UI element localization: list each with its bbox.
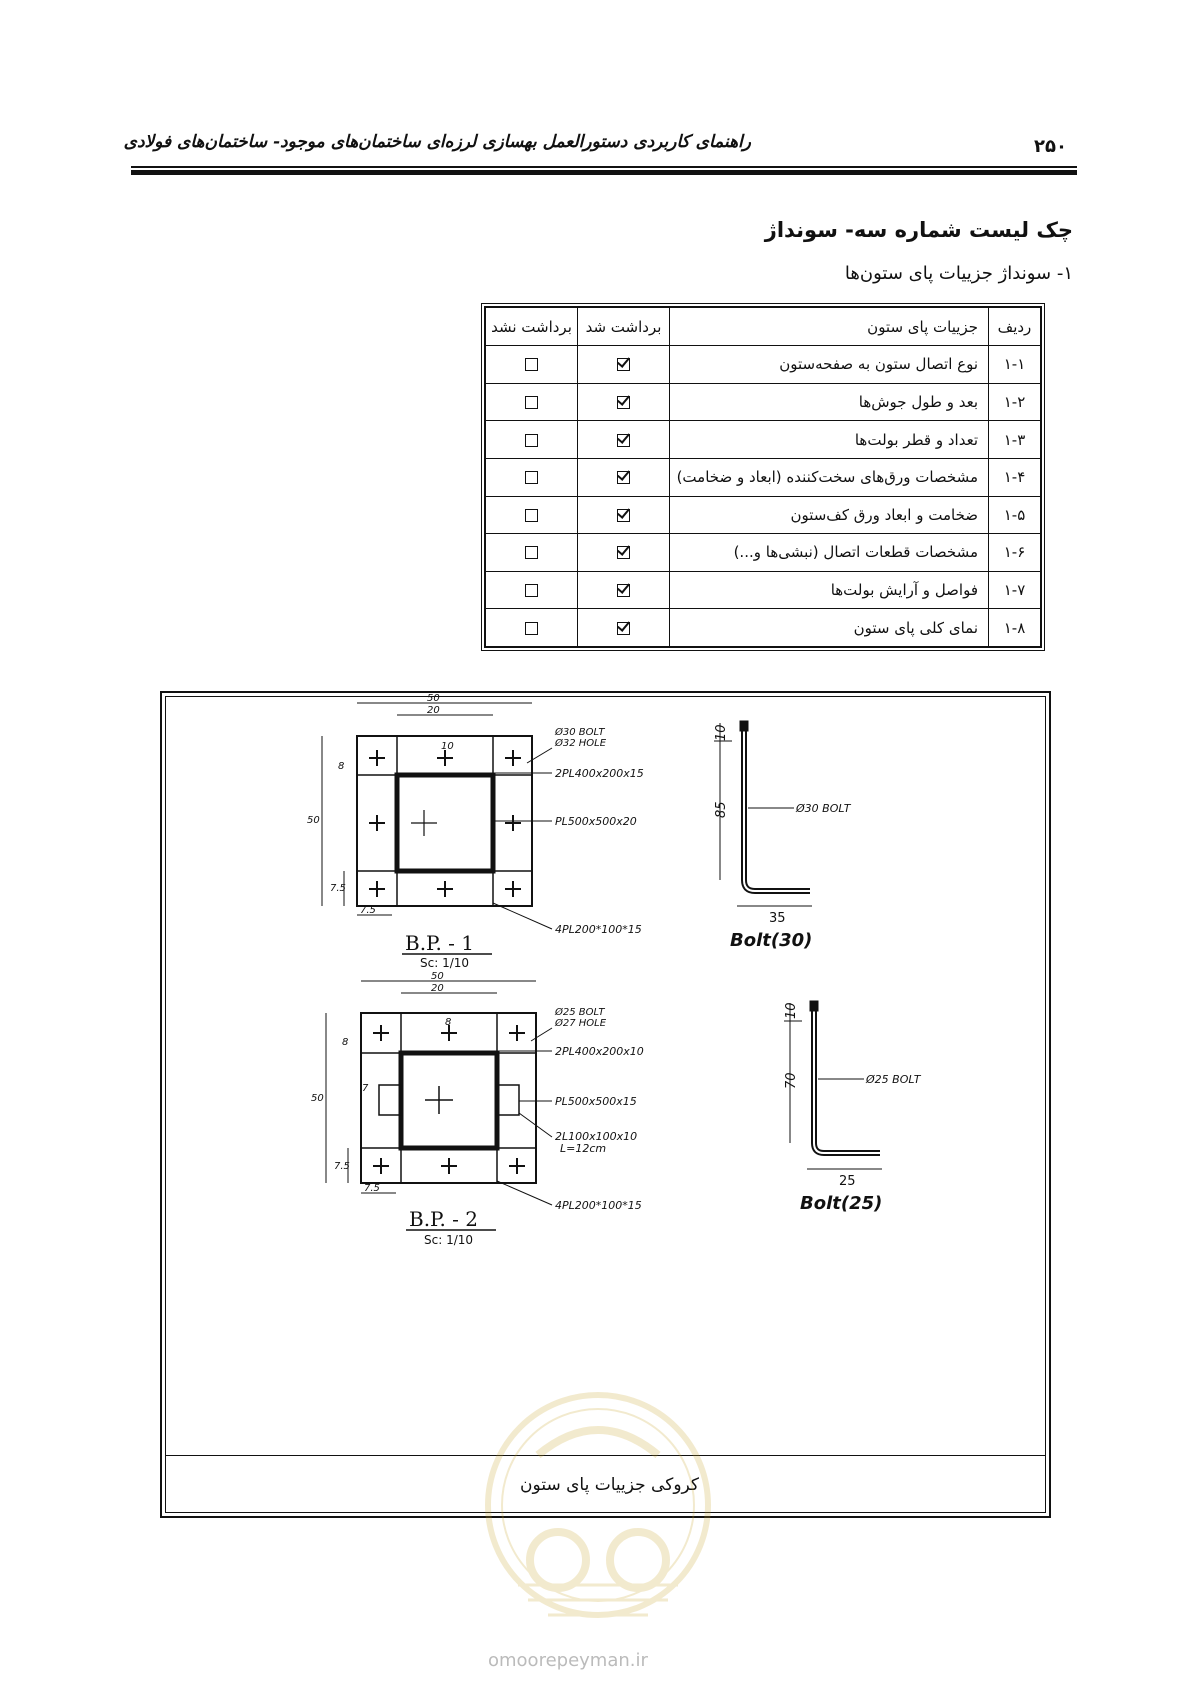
bp2-title: B.P. - 2 — [409, 1207, 479, 1231]
done-cell — [578, 609, 670, 647]
bolt30-label: Ø30 BOLT — [796, 802, 851, 815]
checklist-row — [486, 534, 1041, 572]
section-title: چک لیست شماره سه- سونداژ — [764, 218, 1073, 242]
header-item: جزییات پای ستون — [670, 308, 989, 346]
bp1-plate-label: PL500x500x20 — [555, 815, 637, 828]
row-number: ۱-۱ — [989, 346, 1041, 384]
not-done-checkbox[interactable] — [525, 546, 538, 559]
bolt30-dim-top: 10 — [714, 724, 729, 741]
checklist-table-frame — [481, 303, 1045, 651]
row-item-label: نوع اتصال ستون به صفحه‌ستون — [670, 346, 989, 384]
row-item-label: مشخصات ورق‌های سخت‌کننده (ابعاد و ضخامت) — [670, 458, 989, 496]
bolt25-dim-top: 10 — [784, 1002, 799, 1019]
bp1-drawing — [322, 703, 552, 929]
done-cell — [578, 534, 670, 572]
row-number: ۱-۳ — [989, 421, 1041, 459]
bp2-angle-label: 2L100x100x10 — [555, 1130, 638, 1143]
header-rule-thick — [131, 170, 1077, 175]
sketch-caption: کروکی جزییات پای ستون — [520, 1475, 699, 1495]
not-done-checkbox[interactable] — [525, 584, 538, 597]
not-done-checkbox[interactable] — [525, 434, 538, 447]
row-number: ۱-۴ — [989, 458, 1041, 496]
done-cell — [578, 458, 670, 496]
header-not-done: برداشت نشد — [486, 308, 578, 346]
bp2-stiffener-label: 2PL400x200x10 — [555, 1045, 644, 1058]
done-cell — [578, 421, 670, 459]
bp2-scale: Sc: 1/10 — [424, 1233, 474, 1247]
row-number: ۱-۲ — [989, 383, 1041, 421]
row-number: ۱-۷ — [989, 571, 1041, 609]
bp1-title: B.P. - 1 — [405, 931, 475, 955]
bolt30-title: Bolt(30) — [730, 930, 813, 951]
row-item-label: تعداد و قطر بولت‌ها — [670, 421, 989, 459]
bolt25-dim-hook: 25 — [839, 1174, 856, 1189]
bp2-plate-label: PL500x500x15 — [555, 1095, 637, 1108]
done-checkbox[interactable] — [617, 471, 630, 484]
bp2-bolt-label: Ø25 BOLT — [555, 1007, 605, 1018]
bolt25-dim-length: 70 — [784, 1072, 799, 1089]
done-cell — [578, 383, 670, 421]
checklist-row — [486, 346, 1041, 384]
row-item-label: مشخصات قطعات اتصال (نبشی‌ها و...) — [670, 534, 989, 572]
done-checkbox[interactable] — [617, 434, 630, 447]
checklist-header-row — [486, 308, 1041, 346]
bp1-dim-edge: 7.5 — [330, 883, 346, 894]
bp2-weld-b: 8 — [445, 1017, 452, 1028]
bp1-scale: Sc: 1/10 — [420, 956, 470, 970]
row-number: ۱-۶ — [989, 534, 1041, 572]
row-item-label: ضخامت و ابعاد ورق کف‌ستون — [670, 496, 989, 534]
bp2-dim-left: 50 — [311, 1093, 324, 1104]
bp2-lower-plate-label: 4PL200*100*15 — [555, 1199, 642, 1212]
bp2-weld-c: 7 — [362, 1083, 369, 1094]
bolt25-label: Ø25 BOLT — [866, 1073, 921, 1086]
bp1-dim-bottom: 7.5 — [360, 905, 376, 916]
bp2-hole-label: Ø27 HOLE — [555, 1018, 607, 1029]
done-cell — [578, 571, 670, 609]
bolt30-dim-hook: 35 — [769, 911, 786, 926]
done-checkbox[interactable] — [617, 546, 630, 559]
bp2-dim-bottom: 7.5 — [364, 1183, 380, 1194]
done-checkbox[interactable] — [617, 622, 630, 635]
bp1-weld-a: 8 — [338, 761, 345, 772]
not-done-checkbox[interactable] — [525, 622, 538, 635]
row-item-label: فواصل و آرایش بولت‌ها — [670, 571, 989, 609]
bp2-angle-left — [379, 1085, 401, 1115]
bp1-stiffener-label: 2PL400x200x15 — [555, 767, 644, 780]
header-done: برداشت شد — [578, 308, 670, 346]
checklist-row — [486, 421, 1041, 459]
running-header-title: راهنمای کاربردی دستورالعمل بهسازی لرزه‌ای ساختمان‌های موجود- ساختمان‌های فولادی — [123, 132, 751, 152]
not-done-cell — [486, 383, 578, 421]
not-done-cell — [486, 458, 578, 496]
checklist-row — [486, 571, 1041, 609]
done-checkbox[interactable] — [617, 358, 630, 371]
checklist-row — [486, 458, 1041, 496]
bp2-angle-right — [497, 1085, 519, 1115]
row-number: ۱-۸ — [989, 609, 1041, 647]
not-done-checkbox[interactable] — [525, 358, 538, 371]
bp2-drawing — [326, 981, 552, 1205]
not-done-checkbox[interactable] — [525, 396, 538, 409]
row-item-label: نمای کلی پای ستون — [670, 609, 989, 647]
watermark-url: omoorepeyman.ir — [488, 1650, 648, 1671]
header-rule — [131, 166, 1077, 168]
bp1-lower-plate-label: 4PL200*100*15 — [555, 923, 642, 936]
bp1-dim-left: 50 — [307, 815, 320, 826]
done-checkbox[interactable] — [617, 584, 630, 597]
not-done-cell — [486, 421, 578, 459]
bp1-dim-top: 50 — [427, 693, 440, 704]
row-number: ۱-۵ — [989, 496, 1041, 534]
bp1-dim-inner: 20 — [427, 705, 440, 716]
done-cell — [578, 496, 670, 534]
checklist-row — [486, 609, 1041, 647]
not-done-cell — [486, 571, 578, 609]
subsection-title: ۱- سونداژ جزییات پای ستون‌ها — [844, 263, 1073, 284]
checklist-row — [486, 496, 1041, 534]
bolt30-dim-length: 85 — [714, 801, 729, 818]
bp2-dim-edge: 7.5 — [334, 1161, 350, 1172]
not-done-cell — [486, 496, 578, 534]
not-done-cell — [486, 609, 578, 647]
page-number: ۲۵۰ — [1034, 136, 1067, 157]
bp2-angle-length: L=12cm — [560, 1142, 607, 1155]
done-cell — [578, 346, 670, 384]
row-item-label: بعد و طول جوش‌ها — [670, 383, 989, 421]
bp2-dim-inner: 20 — [431, 983, 444, 994]
bp1-bolt-label: Ø30 BOLT — [555, 727, 605, 738]
bp1-hole-label: Ø32 HOLE — [555, 738, 607, 749]
bp2-dim-top: 50 — [431, 971, 444, 982]
publisher-seal-watermark — [478, 1385, 718, 1635]
not-done-checkbox[interactable] — [525, 509, 538, 522]
not-done-cell — [486, 534, 578, 572]
bolt25-title: Bolt(25) — [800, 1193, 883, 1214]
checklist-table — [485, 307, 1041, 647]
not-done-checkbox[interactable] — [525, 471, 538, 484]
bp2-weld-a: 8 — [342, 1037, 349, 1048]
checklist-row — [486, 383, 1041, 421]
not-done-cell — [486, 346, 578, 384]
bp1-weld-b: 10 — [441, 741, 454, 752]
done-checkbox[interactable] — [617, 396, 630, 409]
done-checkbox[interactable] — [617, 509, 630, 522]
header-row-number: ردیف — [989, 308, 1041, 346]
